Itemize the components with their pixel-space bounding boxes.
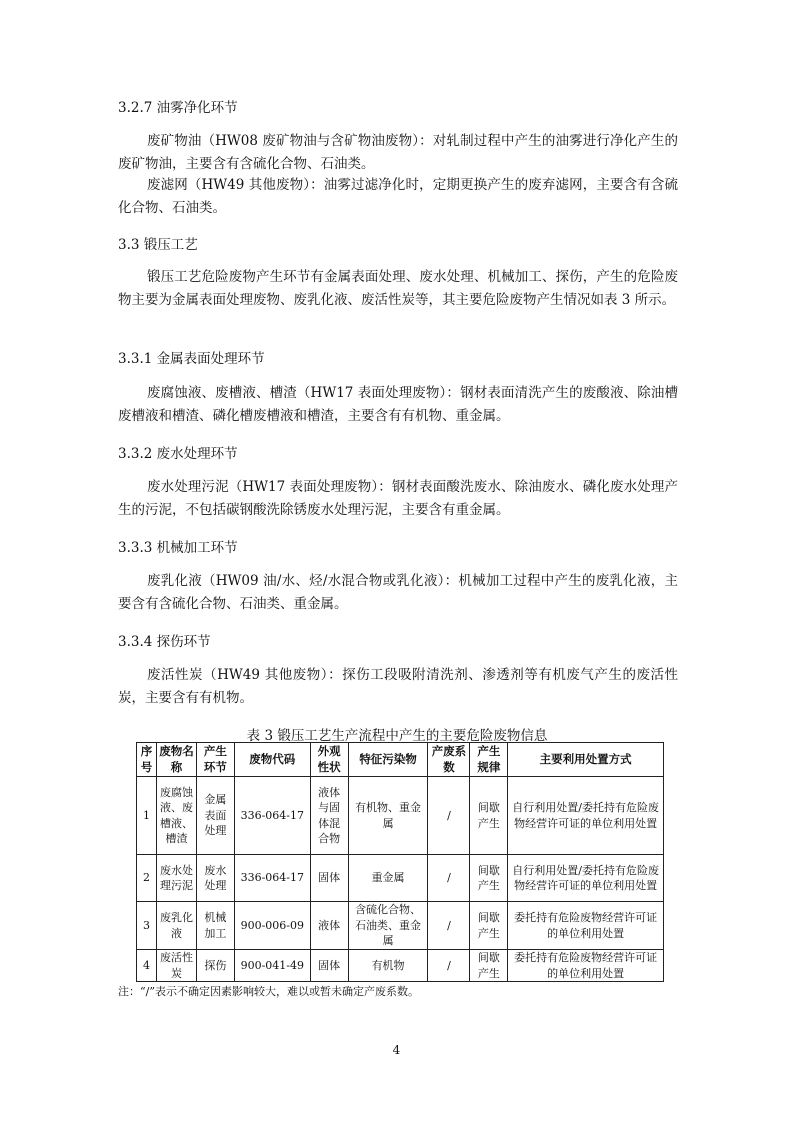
table-cell: 900-006-09 [234,902,310,950]
header-cell: 废物代码 [234,743,310,777]
header-cell: 产生规律 [470,743,508,777]
table-cell: 含硫化合物、石油类、重金属 [348,902,428,950]
table-cell: 探伤 [196,950,234,982]
table-cell: 固体 [310,855,348,902]
table-cell: 间歇产生 [470,950,508,982]
page-number: 4 [392,1043,401,1057]
paragraph-forging-overview: 锻压工艺危险废物产生环节有金属表面处理、废水处理、机械加工、探伤，产生的危险废物主要为金属表面处理废物、废乳化液、废活性炭等，其主要危险废物产生情况如表 3 所示。 [118,269,678,308]
paragraph-emulsion: 废乳化液（HW09 油/水、烃/水混合物或乳化液）：机械加工过程中产生的废乳化液，主要含有含硫化合物、石油类、重金属。 [118,573,678,612]
table-cell: 间歇产生 [470,777,508,855]
section-heading-3-3-4: 3.3.4 探伤环节 [118,634,211,650]
table-cell: 废活性炭 [156,950,196,982]
table-cell: 间歇产生 [470,902,508,950]
table-row [137,777,664,855]
section-heading-3-3-2: 3.3.2 废水处理环节 [118,446,238,462]
table-cell: 1 [137,777,157,855]
table-cell: / [428,950,470,982]
table-header-row [137,743,664,777]
header-cell: 产生环节 [196,743,234,777]
table-cell: 2 [137,855,157,902]
header-cell: 产废系数 [428,743,470,777]
table-cell: 有机物、重金属 [348,777,428,855]
hazardous-waste-table [136,742,664,982]
table-cell: / [428,777,470,855]
header-cell: 特征污染物 [348,743,428,777]
section-heading-3-3-1: 3.3.1 金属表面处理环节 [118,351,265,367]
header-cell: 序号 [137,743,157,777]
table-cell: 液体与固体混合物 [310,777,348,855]
table-cell: / [428,855,470,902]
paragraph-activated-carbon: 废活性炭（HW49 其他废物）：探伤工段吸附清洗剂、渗透剂等有机废气产生的废活性炭，主要含有有机物。 [118,667,678,706]
table-row [137,902,664,950]
table-cell: / [428,902,470,950]
table-cell: 固体 [310,950,348,982]
table-cell: 液体 [310,902,348,950]
table-cell: 4 [137,950,157,982]
table-cell: 废乳化液 [156,902,196,950]
table-cell: 3 [137,902,157,950]
table-cell: 336-064-17 [234,855,310,902]
header-cell: 废物名称 [156,743,196,777]
paragraph-surface-treatment: 废腐蚀液、废槽液、槽渣（HW17 表面处理废物）：钢材表面清洗产生的废酸液、除油槽废槽液和槽渣、磷化槽废槽液和槽渣，主要含有有机物、重金属。 [118,385,678,424]
table-cell: 机械加工 [196,902,234,950]
header-cell: 主要利用处置方式 [508,743,664,777]
table-cell: 336-064-17 [234,777,310,855]
section-heading-3-2-7: 3.2.7 油雾净化环节 [118,100,238,116]
paragraph-wastewater-sludge: 废水处理污泥（HW17 表面处理废物）：钢材表面酸洗废水、除油废水、磷化废水处理产生的污泥，不包括碳钢酸洗除锈废水处理污泥，主要含有重金属。 [118,479,678,518]
table-cell: 900-041-49 [234,950,310,982]
table-cell: 重金属 [348,855,428,902]
section-heading-3-3: 3.3 锻压工艺 [118,237,198,253]
table-cell: 有机物 [348,950,428,982]
table-cell: 委托持有危险废物经营许可证的单位利用处置 [508,902,664,950]
table-row [137,950,664,982]
table-caption: 表 3 锻压工艺生产流程中产生的主要危险废物信息 [246,728,548,744]
table-note: 注：“/”表示不确定因素影响较大，难以或暂未确定产废系数。 [118,985,419,998]
paragraph-waste-filter: 废滤网（HW49 其他废物）：油雾过滤净化时，定期更换产生的废弃滤网，主要含有含硫化合物、石油类。 [118,177,678,216]
table-cell: 废腐蚀液、废槽液、槽渣 [156,777,196,855]
table-cell: 间歇产生 [470,855,508,902]
table-cell: 金属表面处理 [196,777,234,855]
paragraph-waste-mineral-oil: 废矿物油（HW08 废矿物油与含矿物油废物）：对轧制过程中产生的油雾进行净化产生的废矿物油，主要含有含硫化合物、石油类。 [118,133,678,172]
table-row [137,855,664,902]
table-cell: 自行利用处置/委托持有危险废物经营许可证的单位利用处置 [508,777,664,855]
header-cell: 外观性状 [310,743,348,777]
table-cell: 自行利用处置/委托持有危险废物经营许可证的单位利用处置 [508,855,664,902]
table-cell: 废水处理 [196,855,234,902]
table-cell: 废水处理污泥 [156,855,196,902]
section-heading-3-3-3: 3.3.3 机械加工环节 [118,540,238,556]
table-cell: 委托持有危险废物经营许可证的单位利用处置 [508,950,664,982]
